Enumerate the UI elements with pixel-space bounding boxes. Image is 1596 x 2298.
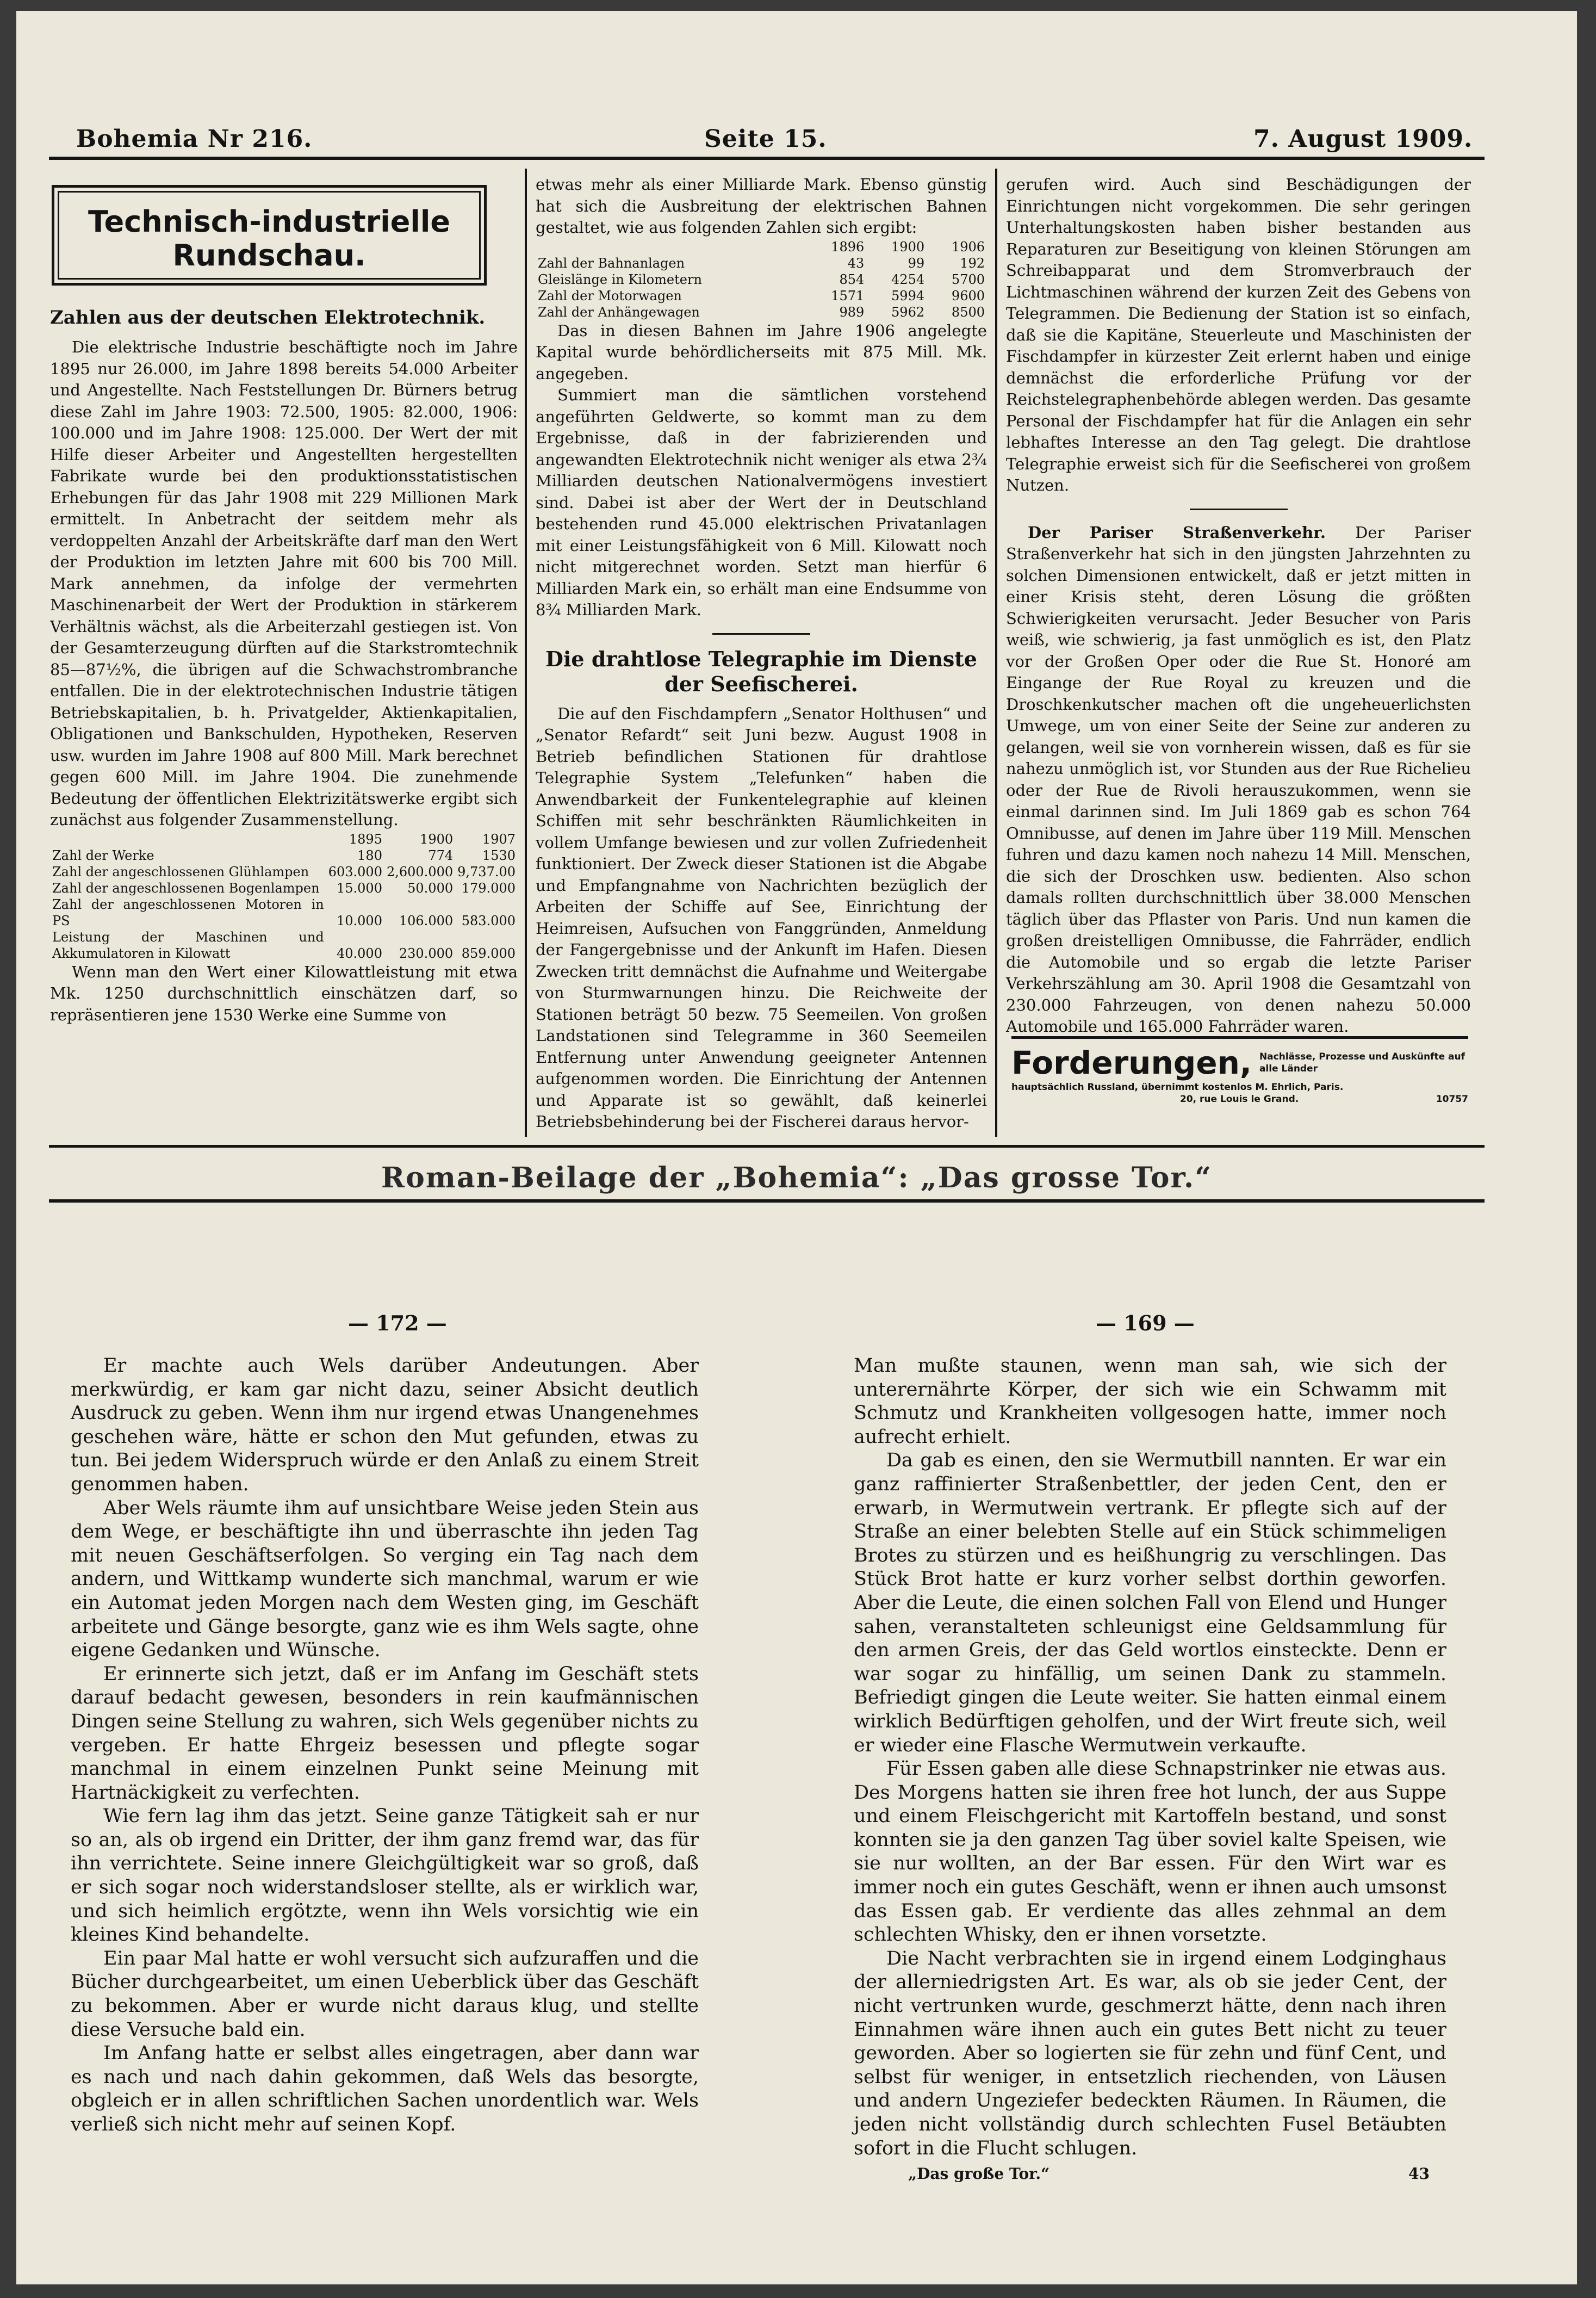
table-row — [50, 847, 518, 864]
article-paragraph: etwas mehr als einer Milliarde Mark. Ebenso günstig hat sich die Ausbreitung der elektrischen Bahnen gestaltet, wie aus folgenden Zahlen sich ergibt: — [536, 175, 987, 237]
novel-footer-title: „Das große Tor.“ — [908, 2165, 1050, 2183]
section-title-line2: Rundschau. — [172, 238, 366, 272]
table-cell: 2,600.000 — [386, 864, 454, 879]
article-paragraph: Wenn man den Wert einer Kilowattleistung mit etwa Mk. 1250 durchschnittlich einschätzen darf, so repräsentieren jene 1530 Werke eine Summe von — [50, 962, 518, 1024]
ad-text: Nachlässe, Prozesse und Auskünfte auf alle Länder — [1259, 1051, 1465, 1074]
column-3 — [1006, 174, 1471, 1036]
table-label: Zahl der Motorwagen — [538, 288, 682, 303]
section-title-line1: Technisch-industrielle — [88, 205, 451, 239]
table-cell: 4254 — [891, 271, 925, 287]
table-cell: 99 — [908, 255, 925, 271]
table-cell: 854 — [839, 271, 865, 287]
table-cell: 774 — [428, 847, 454, 863]
novel-paragraph: Wie fern lag ihm das jetzt. Seine ganze Tätigkeit sah er nur so an, als ob irgend ein Dritter, der ihm ganz fremd war, das für ihn verrichtete. Seine innere Gleichgültigkeit war so groß, daß er sich sogar noch widerstandsloser stellte, als er wirklich war, und sich heimlich ergötzte, wenn ihn Wels vorsichtig wie ein kleines Kind behandelte. — [71, 1805, 699, 1946]
table-cell: 1571 — [831, 288, 865, 303]
table-cell: 5962 — [891, 304, 925, 320]
article-heading-paris: Der Pariser Straßenverkehr. — [1028, 523, 1326, 542]
table-cell: 5700 — [951, 271, 985, 287]
column-2 — [536, 174, 987, 1142]
table-cell: 10.000 — [336, 913, 382, 928]
table-label: Leistung der Maschinen und Akkumulatoren in Kilowatt — [52, 929, 324, 961]
table-label: Zahl der angeschlossenen Bogenlampen — [52, 880, 320, 896]
table-cell: 9600 — [951, 288, 985, 303]
table-row — [50, 896, 518, 929]
table-label: Gleislänge in Kilometern — [538, 271, 702, 287]
table-label: Zahl der Werke — [52, 847, 154, 863]
novel-paragraph: Er machte auch Wels darüber Andeutungen. Aber merkwürdig, er kam gar nicht dazu, seiner Absicht deutlich Ausdruck zu geben. Wenn ihm nur irgend etwas Unangenehmes geschehen wäre, hätte er schon den Mut gefunden, etwas zu tun. Bei jedem Widerspruch würde er den Anlaß zu einem Streit genommen haben. — [71, 1355, 699, 1495]
table-row — [536, 271, 987, 288]
article-paragraph: Die elektrische Industrie beschäftigte noch im Jahre 1895 nur 26.000, im Jahre 1898 bereits 54.000 Arbeiter und Angestellte. Nach Feststellungen Dr. Bürners betrug diese Zahl im Jahre 1903: 72.500, 1905: 82.000, 1906: 100.000 und im Jahre 1908: 125.000. Der Wert der mit Hilfe dieser Arbeiter und Angestellten hergestellten Fabrikate wurde bei den produktionsstatistischen Erhebungen für das Jahr 1908 mit 229 Millionen Mark ermittelt. In Anbetracht der seitdem mehr als verdoppelten Anzahl der Arbeitskräfte darf man den Wert der Produktion im letzten Jahre mit 600 bis 700 Mill. Mark annehmen, da infolge der vermehrten Maschinenarbeit der Wert der Produktion in stärkerem Verhältnis wächst, als die Arbeiterzahl gestiegen ist. Von der Gesamterzeugung dürften auf die Starkstromtechnik 85—87½%, die übrigen auf die Schwachstrombranche entfallen. Die in der elektrotechnischen Industrie tätigen Betriebskapitalien, b. h. Privatgelder, Aktienkapitalien, Obligationen und Bankschulden, Hypotheken, Reserven usw. wurden im Jahre 1908 auf 800 Mill. Mark berechnet gegen 600 Mill. im Jahre 1904. Die zunehmende Bedeutung der öffentlichen Elektrizitätswerke ergibt sich zunächst aus folgender Zusammenstellung. — [50, 338, 518, 829]
header-rule — [49, 157, 1485, 160]
table-cell: 989 — [839, 304, 865, 320]
banner-rule-top — [49, 1145, 1485, 1148]
table-cell: 583.000 — [461, 913, 516, 928]
novel-paragraph: Ein paar Mal hatte er wohl versucht sich aufzuraffen und die Bücher durchgearbeitet, um einen Ueberblick über das Geschäft zu bekommen. Aber er wurde nicht daraus klug, und stellte diese Versuche bald ein. — [71, 1947, 699, 2041]
table-year: 1895 — [349, 831, 382, 847]
table-row — [50, 929, 518, 962]
newspaper-page — [16, 11, 1577, 2284]
table-cell: 40.000 — [336, 945, 382, 961]
table-cell: 859.000 — [461, 945, 516, 961]
table-label: Zahl der angeschlossenen Motoren in PS — [52, 896, 324, 928]
table-cell: 180 — [357, 847, 382, 863]
ad-address: 20, rue Louis le Grand. — [1180, 1094, 1299, 1105]
novel-paragraph: Für Essen gaben alle diese Schnapstrinker nie etwas aus. Des Morgens hatten sie ihren free hot lunch, der aus Suppe und einem Fleischgericht mit Kartoffeln bestand, und sonst konnten sie ja den ganzen Tag über soviel kalte Speisen, wie sie nur wollten, an der Bar essen. Für den Wirt war es immer noch ein gutes Geschäft, wenn er ihnen auch umsonst das Essen gab. Er verdiente das alles zehnmal an dem schlechten Whisky, den er ihnen vorsetzte. — [854, 1758, 1446, 1946]
right-novel-column — [854, 1354, 1446, 2159]
table-cell: 8500 — [951, 304, 985, 320]
ad-rule-top — [1011, 1036, 1468, 1039]
table-cell: 1530 — [482, 847, 516, 863]
table-label: Zahl der Anhängewagen — [538, 304, 700, 320]
ad-title: Forderungen, — [1011, 1044, 1252, 1081]
article-heading-telegraphie: Die drahtlose Telegraphie im Dienste der Seefischerei. — [545, 646, 977, 696]
table-year: 1900 — [891, 239, 925, 255]
column-divider — [525, 169, 527, 1137]
advertisement — [1011, 1044, 1468, 1126]
table-cell: 179.000 — [461, 880, 516, 896]
table-year: 1896 — [831, 239, 865, 255]
stats-table-werke — [50, 831, 518, 962]
header-issue: Bohemia Nr 216. — [76, 125, 313, 153]
table-cell: 50.000 — [407, 880, 454, 896]
banner-rule-bottom — [49, 1199, 1485, 1203]
article-paragraph: gerufen wird. Auch sind Beschädigungen der Einrichtungen nicht vorgekommen. Die sehr geringen Unterhaltungskosten haben bisher bestanden aus Reparaturen zur Beseitigung von kleinen Störungen am Schreibapparat und dem Stromverbrauch der Lichtmaschinen während der kurzen Zeit des Gebens von Telegrammen. Die Bedienung der Station ist so einfach, daß sie die Kapitäne, Steuerleute und Maschinisten der Fischdampfer in kürzester Zeit erlernt haben und einige demnächst die erforderliche Prüfung vor der Reichstelegraphenbehörde ablegen werden. Das gesamte Personal der Fischdampfer hat für die Anlagen ein sehr lebhaftes Interesse an den Tag gelegt. Die drahtlose Telegraphie erweist sich für die Seefischerei von großem Nutzen. — [1006, 175, 1471, 494]
article-paragraph: Summiert man die sämtlichen vorstehend angeführten Geldwerte, so kommt man zu dem Ergebnisse, daß in der fabrizierenden und angewandten Elektrotechnik nicht weniger als etwa 2¾ Milliarden deutschen Nationalvermögens investiert sind. Dabei ist aber der Wert der in Deutschland bestehenden rund 45.000 elektrischen Privatanlagen mit einer Leistungsfähigkeit von 6 Mill. Kilowatt noch nicht mitgerechnet worden. Setzt man hierfür 6 Milliarden Mark ein, so erhält man eine Endsumme von 8¾ Milliarden Mark. — [536, 386, 987, 619]
table-label: Zahl der angeschlossenen Glühlampen — [52, 864, 309, 879]
table-cell: 5994 — [891, 288, 925, 303]
table-year: 1907 — [482, 831, 516, 847]
section-title-box — [52, 185, 487, 286]
header-page: Seite 15. — [704, 125, 827, 153]
table-row — [50, 864, 518, 880]
left-page-number: — 172 — — [348, 1311, 447, 1335]
novel-paragraph: Aber Wels räumte ihm auf unsichtbare Weise jeden Stein aus dem Wege, er beschäftigte ihn und überraschte ihn jeden Tag mit neuen Geschäftserfolgen. So verging ein Tag nach dem andern, und Wittkamp wunderte sich manchmal, warum er wie ein Automat jeden Morgen nach dem Westen ging, im Geschäft arbeitete und Gänge besorgte, ganz wie es ihm Wels sagte, ohne eigene Gedanken und Wünsche. — [71, 1497, 699, 1662]
ad-number: 10757 — [1436, 1094, 1468, 1105]
roman-banner: Roman-Beilage der „Bohemia“: „Das grosse Tor.“ — [381, 1161, 1213, 1194]
header-date: 7. August 1909. — [1253, 125, 1473, 153]
column-divider — [995, 169, 997, 1137]
novel-paragraph: Die Nacht verbrachten sie in irgend einem Lodginghaus der allerniedrigsten Art. Es war, als ob sie jeder Cent, der nicht vertrunken wurde, geschmerzt hätte, denn nach ihren Einnahmen wäre ihnen auch ein gutes Bett nicht zu teuer geworden. Aber so logierten sie für zehn und fünf Cent, und selbst für weniger, in entsetzlich riechenden, von Läusen und andern Ungeziefer bedeckten Räumen. In Räumen, die jeden nicht vollständig durch schlechten Fusel Betäubten sofort in die Flucht schlugen. — [854, 1947, 1446, 2159]
article-paragraph: Die auf den Fischdampfern „Senator Holthusen“ und „Senator Refardt“ seit Juni bezw. August 1908 in Betrieb befindlichen Stationen für drahtlose Telegraphie System „Telefunken“ haben die Anwendbarkeit der Funkentelegraphie auf kleinen Schiffen mit sehr beschränkten Räumlichkeiten in vollem Umfange bewiesen und zur vollen Zufriedenheit funktioniert. Der Zweck dieser Stationen ist die Abgabe und Empfangnahme von Nachrichten bezüglich der Arbeiten der Schiffe auf See, Einrichtung der Heimreisen, Aufsuchen von Fanggründen, Anmeldung der Fangergebnisse und der Ankunft im Hafen. Diesen Zwecken tritt demnächst die Aufnahme und Weitergabe von Sturmwarnungen hinzu. Die Reichweite der Stationen beträgt 50 bezw. 75 Seemeilen. Von großen Landstationen sind Telegramme in 360 Seemeilen Entfernung unter Anwendung geeigneter Antennen aufgenommen worden. Die Einrichtung der Antennen und Apparate ist so gewählt, daß keinerlei Betriebsbehinderung bei der Fischerei daraus hervor- — [536, 704, 987, 1131]
table-row — [536, 255, 987, 271]
table-cell: 603.000 — [328, 864, 382, 879]
table-label: Zahl der Bahnanlagen — [538, 255, 685, 271]
article-separator — [1190, 509, 1288, 510]
article-paragraph: Der Pariser Straßenverkehr hat sich in den jüngsten Jahrzehnten zu solchen Dimensionen entwickelt, daß er jetzt mitten in einer Krisis steht, deren Lösung die größten Schwierigkeiten verursacht. Jeder Besucher von Paris weiß, wie schwierig, ja fast unmöglich es ist, den Platz vor der Großen Oper oder die Rue St. Honoré am Eingange der Rue Royal zu kreuzen und die Droschkenkutscher machen oft die ungeheuerlichsten Umwege, um von einer Seite der Seine zur anderen zu gelangen, weil sie von vornherein wissen, daß es für sie nahezu unmöglich ist, vor Stunden aus der Rue Richelieu oder der Rue de Rivoli herauszukommen, wenn sie einmal darinnen sind. Im Juli 1869 gab es schon 764 Omnibusse, auf denen im Jahre über 119 Mill. Menschen fuhren und dazu kamen noch nahezu 14 Mill. Menschen, die sich der Droschken usw. bedienten. Also schon damals rollten durchschnittlich über 38.000 Menschen täglich über das Pflaster von Paris. Und nun kamen die großen dreistelligen Omnibusse, die Fahrräder, endlich die Automobile und so ergab die letzte Pariser Verkehrszählung am 30. April 1908 die Gesamtzahl von 230.000 Fahrzeugen, von denen nahezu 50.000 Automobile und 165.000 Fahrräder waren. — [1006, 523, 1471, 1036]
novel-paragraph: Im Anfang hatte er selbst alles eingetragen, aber dann war es nach und nach dahin gekommen, daß Wels das besorgte, obgleich er in allen schriftlichen Sachen unordentlich war. Wels verließ sich nicht mehr auf seinen Kopf. — [71, 2042, 699, 2135]
stats-table-bahnen — [536, 239, 987, 320]
novel-paragraph: Er erinnerte sich jetzt, daß er im Anfang im Geschäft stets darauf bedacht gewesen, besonders in rein kaufmännischen Dingen seine Stellung zu wahren, sich Wels gegenüber nichts zu vergeben. Er hatte Ehrgeiz besessen und pflegte sogar manchmal in einem einzelnen Punkt seine Meinung mit Hartnäckigkeit zu verfechten. — [71, 1663, 699, 1804]
novel-paragraph: Da gab es einen, den sie Wermutbill nannten. Er war ein ganz raffinierter Straßenbettler, der jeden Cent, den er erwarb, in Wermutwein vertrank. Er pflegte sich auf der Straße an einer belebten Stelle auf ein Stück schimmeligen Brotes zu stürzen und es heißhungrig zu verschlingen. Das Stück Brot hatte er kurz vorher selbst dorthin geworfen. Aber die Leute, die einen solchen Fall von Elend und Hunger sahen, veranstalteten schleunigst eine Geldsammlung für den armen Greis, der das Geld wortlos einsteckte. Denn er war sogar zu hinfällig, um seinen Dank zu stammeln. Befriedigt gingen die Leute weiter. Sie hatten einmal einem wirklich Bedürftigen geholfen, und der Wirt freute sich, weil er wieder eine Flasche Wermutwein verkaufte. — [854, 1450, 1446, 1756]
table-cell: 192 — [960, 255, 985, 271]
table-year: 1900 — [420, 831, 454, 847]
article-heading-elektrotechnik: Zahlen aus der deutschen Elektrotechnik. — [50, 307, 486, 329]
ad-text: hauptsächlich Russland, übernimmt kostenlos M. Ehrlich, Paris. — [1011, 1082, 1344, 1093]
left-novel-column — [71, 1354, 699, 2214]
table-cell: 106.000 — [399, 913, 454, 928]
table-row — [536, 288, 987, 304]
right-page-number: — 169 — — [1096, 1311, 1195, 1335]
table-cell: 9,737.00 — [457, 864, 516, 879]
table-row — [536, 304, 987, 320]
table-row — [50, 880, 518, 896]
table-cell: 230.000 — [399, 945, 454, 961]
article-separator — [712, 633, 810, 635]
novel-footer-number: 43 — [1408, 2165, 1430, 2183]
article-paragraph: Das in diesen Bahnen im Jahre 1906 angelegte Kapital wurde behördlicherseits mit 875 Mill. Mk. angegeben. — [536, 321, 987, 383]
table-cell: 15.000 — [336, 880, 382, 896]
table-year: 1906 — [951, 239, 985, 255]
novel-paragraph: Man mußte staunen, wenn man sah, wie sich der unterernährte Körper, der sich wie ein Schwamm mit Schmutz und Krankheiten vollgesogen hatte, immer noch aufrecht erhielt. — [854, 1355, 1446, 1448]
column-1 — [50, 302, 518, 1142]
table-cell: 43 — [847, 255, 865, 271]
